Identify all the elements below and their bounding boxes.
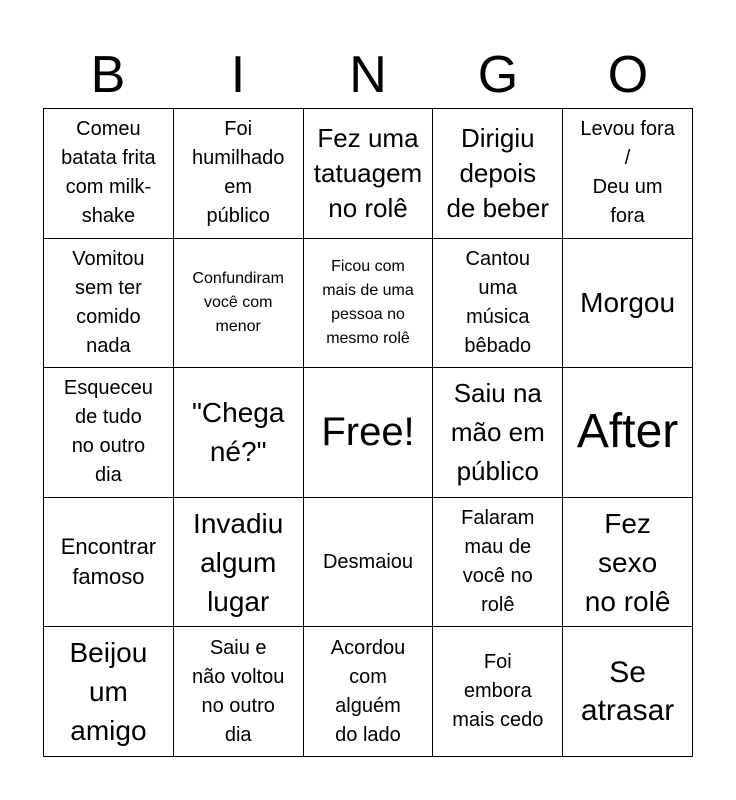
bingo-cell-r2c1[interactable] [44,239,174,369]
cell-label: Acordou com alguém do lado [330,636,406,746]
bingo-cell-r3c4[interactable] [433,368,563,498]
header-letter-b: B [90,46,126,104]
bingo-cell-r5c3[interactable] [304,627,434,757]
bingo-cell-r4c2[interactable] [174,498,304,628]
cell-label: Encontrar famoso [60,534,157,590]
bingo-cell-r5c5[interactable] [563,627,693,757]
cell-label: Esqueceu de tudo no outro dia [63,377,153,487]
cell-label: Desmaiou [322,550,414,573]
cell-label: After [576,405,679,459]
cell-label: Cantou uma música bêbado [464,247,532,357]
bingo-cell-r5c2[interactable] [174,627,304,757]
bingo-cell-r4c3[interactable] [304,498,434,628]
bingo-cell-r4c4[interactable] [433,498,563,628]
bingo-cell-r1c1[interactable] [44,109,174,239]
bingo-cell-r1c3[interactable] [304,109,434,239]
bingo-cell-r3c2[interactable] [174,368,304,498]
cell-label: Saiu e não voltou no outro dia [192,636,285,746]
cell-label: Fez uma tatuagem no rolê [313,122,423,223]
bingo-cell-r3c5[interactable] [563,368,693,498]
bingo-cell-r5c4[interactable] [433,627,563,757]
cell-label: Fez sexo no rolê [584,507,671,617]
header-letter-o: O [607,46,649,104]
cell-label: Confundiram você com menor [192,269,284,335]
bingo-cell-r2c3[interactable] [304,239,434,369]
bingo-cell-r2c4[interactable] [433,239,563,369]
header-letter-g: G [477,46,519,104]
cell-label: Morgou [580,287,676,319]
header-letter-n: N [349,46,387,104]
bingo-cell-r3c1[interactable] [44,368,174,498]
bingo-cell-r2c2[interactable] [174,239,304,369]
free-space-label: Free! [321,410,415,455]
cell-label: Foi embora mais cedo [452,651,544,732]
bingo-cell-r1c2[interactable] [174,109,304,239]
bingo-cell-free[interactable] [304,368,434,498]
bingo-cell-r5c1[interactable] [44,627,174,757]
cell-label: Comeu batata frita com milk- shake [61,118,156,228]
header-letter-i: I [230,46,246,104]
bingo-cell-r2c5[interactable] [563,239,693,369]
cell-label: "Chega né?" [191,397,285,468]
cell-label: Invadiu algum lugar [193,507,284,617]
bingo-cell-r1c5[interactable] [563,109,693,239]
cell-label: Foi humilhado em público [192,118,285,228]
bingo-board [43,108,693,757]
bingo-cell-r4c1[interactable] [44,498,174,628]
cell-label: Levou fora / Deu um fora [580,118,675,228]
cell-label: Beijou um amigo [69,637,148,747]
cell-label: Saiu na mão em público [450,377,545,486]
bingo-cell-r1c4[interactable] [433,109,563,239]
cell-label: Se atrasar [580,655,675,727]
cell-label: Dirigiu depois de beber [446,122,550,223]
cell-label: Falaram mau de você no rolê [461,507,535,617]
cell-label: Vomitou sem ter comido nada [72,247,145,357]
cell-label: Ficou com mais de uma pessoa no mesmo rolê [322,257,414,347]
bingo-header [43,40,693,108]
bingo-cell-r4c5[interactable] [563,498,693,628]
